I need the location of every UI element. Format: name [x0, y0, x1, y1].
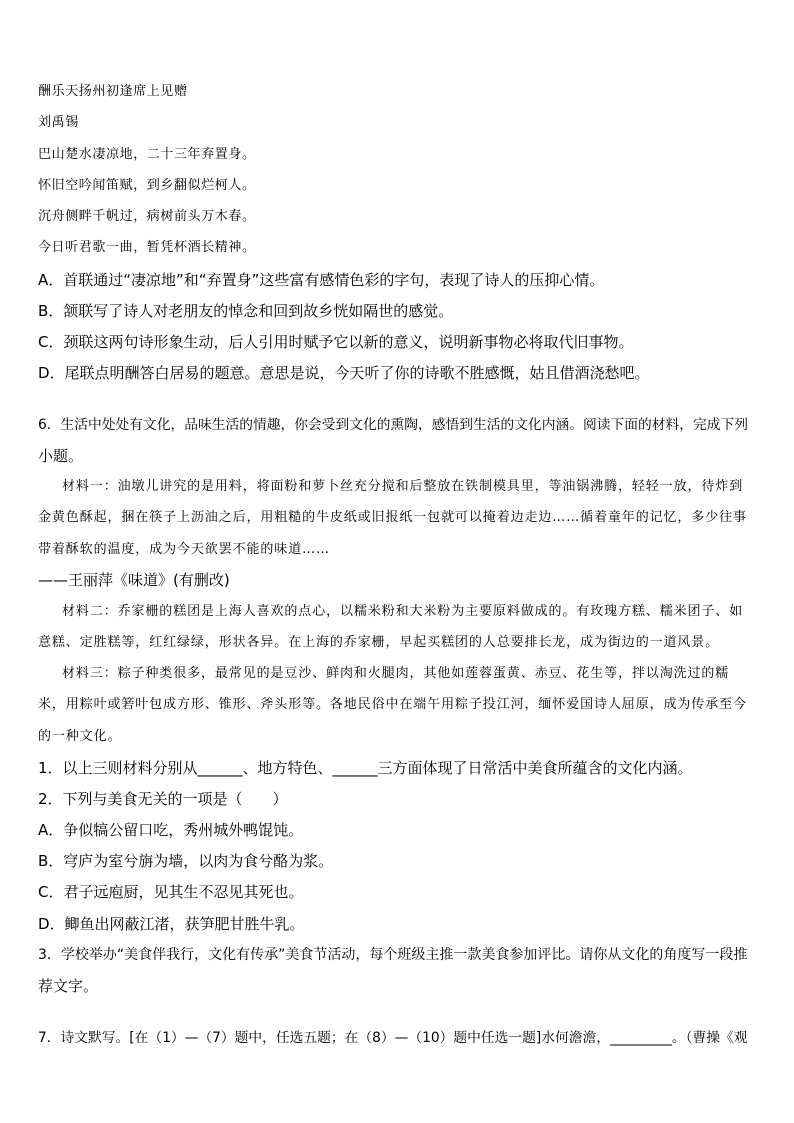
q6-stem: 6．生活中处处有文化，品味生活的情趣，你会受到文化的熏陶，感悟到生活的文化内涵。阅读下面的材料，完成下列 — [38, 417, 749, 433]
material-2: 材料二：乔家栅的糕团是上海人喜欢的点心，以糯米粉和大米粉为主要原料做成的。有玫瑰方糕、糯米团子、如 — [62, 604, 744, 619]
q5-option-d: D．尾联点明酬答白居易的题意。意思是说，今天听了你的诗歌不胜感慨，姑且借酒浇愁吧。 — [38, 364, 650, 382]
material-2-cont: 意糕、定胜糕等，红红绿绿，形状各异。在上海的乔家栅，早起买糕团的人总要排长龙，成为街边的一道风景。 — [38, 635, 720, 650]
q5-option-c: C．颈联这两句诗形象生动，后人引用时赋予它以新的意义，说明新事物必将取代旧事物。 — [38, 333, 634, 351]
material-1: 材料一：油墩儿讲究的是用料，将面粉和萝卜丝充分搅和后整放在铁制模具里，等油锅沸腾，轻轻一放，待炸到 — [62, 479, 744, 494]
material-1-cont: 金黄色酥起，捆在筷子上沥油之后，用粗糙的牛皮纸或旧报纸一包就可以掩着边走边……循着童年的记忆，多少往事 — [38, 510, 747, 525]
poem-line: 巴山楚水凄凉地，二十三年弃置身。 — [38, 147, 256, 162]
poem-title: 酬乐天扬州初逢席上见赠 — [38, 84, 188, 99]
q6-sub3: 3．学校举办“美食伴我行，文化有传承”美食节活动，每个班级主推一款美食参加评比。请你从文化的角度写一段推 — [38, 947, 748, 963]
poem-line: 怀旧空吟闻笛赋，到乡翻似烂柯人。 — [38, 178, 256, 193]
q6-sub2-option-b: B．穹庐为室兮旃为墙，以肉为食兮酪为浆。 — [38, 852, 334, 870]
q6-sub1: 1．以上三则材料分别从______、地方特色、______三方面体现了日常活中美食所蕴含的文化内涵。 — [38, 759, 693, 777]
q5-option-a: A．首联通过“凄凉地”和“弃置身”这些富有感情色彩的字句，表现了诗人的压抑心情。 — [38, 271, 605, 289]
material-source: ——王丽萍《味道》(有删改) — [38, 571, 230, 589]
material-1-cont: 带着酥软的温度，成为今天欲罢不能的味道…… — [38, 542, 330, 557]
q6-sub3-cont: 荐文字。 — [38, 977, 99, 995]
q7-stem: 7．诗文默写。[在（1）—（7）题中，任选五题；在（8）—（10）题中任选一题]水何澹澹，_________。（曹操《观 — [38, 1030, 748, 1046]
poem-line: 沉舟侧畔千帆过，病树前头万木春。 — [38, 209, 256, 224]
q5-option-b: B．颔联写了诗人对老朋友的悼念和回到故乡恍如隔世的感觉。 — [38, 302, 454, 320]
material-3-cont: 的一种文化。 — [38, 729, 122, 744]
q6-sub2-option-a: A．争似犒公留口吃，秀州城外鸭馄饨。 — [38, 821, 304, 839]
q6-stem-cont: 小题。 — [38, 447, 84, 465]
q6-sub2: 2．下列与美食无关的一项是（ ） — [38, 790, 288, 808]
material-3: 材料三：粽子种类很多，最常见的是豆沙、鲜肉和火腿肉，其他如莲蓉蛋黄、赤豆、花生等，拌以淘洗过的糯 — [62, 666, 730, 681]
poem-author: 刘禹锡 — [38, 115, 79, 130]
q6-sub2-option-c: C．君子远庖厨，见其生不忍见其死也。 — [38, 883, 304, 901]
material-3-cont: 米，用粽叶或箬叶包成方形、锥形、斧头形等。各地民俗中在端午用粽子投江河，缅怀爱国诗人屈原，成为传承至今 — [38, 697, 747, 712]
poem-line: 今日听君歌一曲，暂凭杯酒长精神。 — [38, 240, 256, 255]
q6-sub2-option-d: D．鲫鱼出网蔽江渚，获笋肥甘胜牛乳。 — [38, 915, 305, 933]
